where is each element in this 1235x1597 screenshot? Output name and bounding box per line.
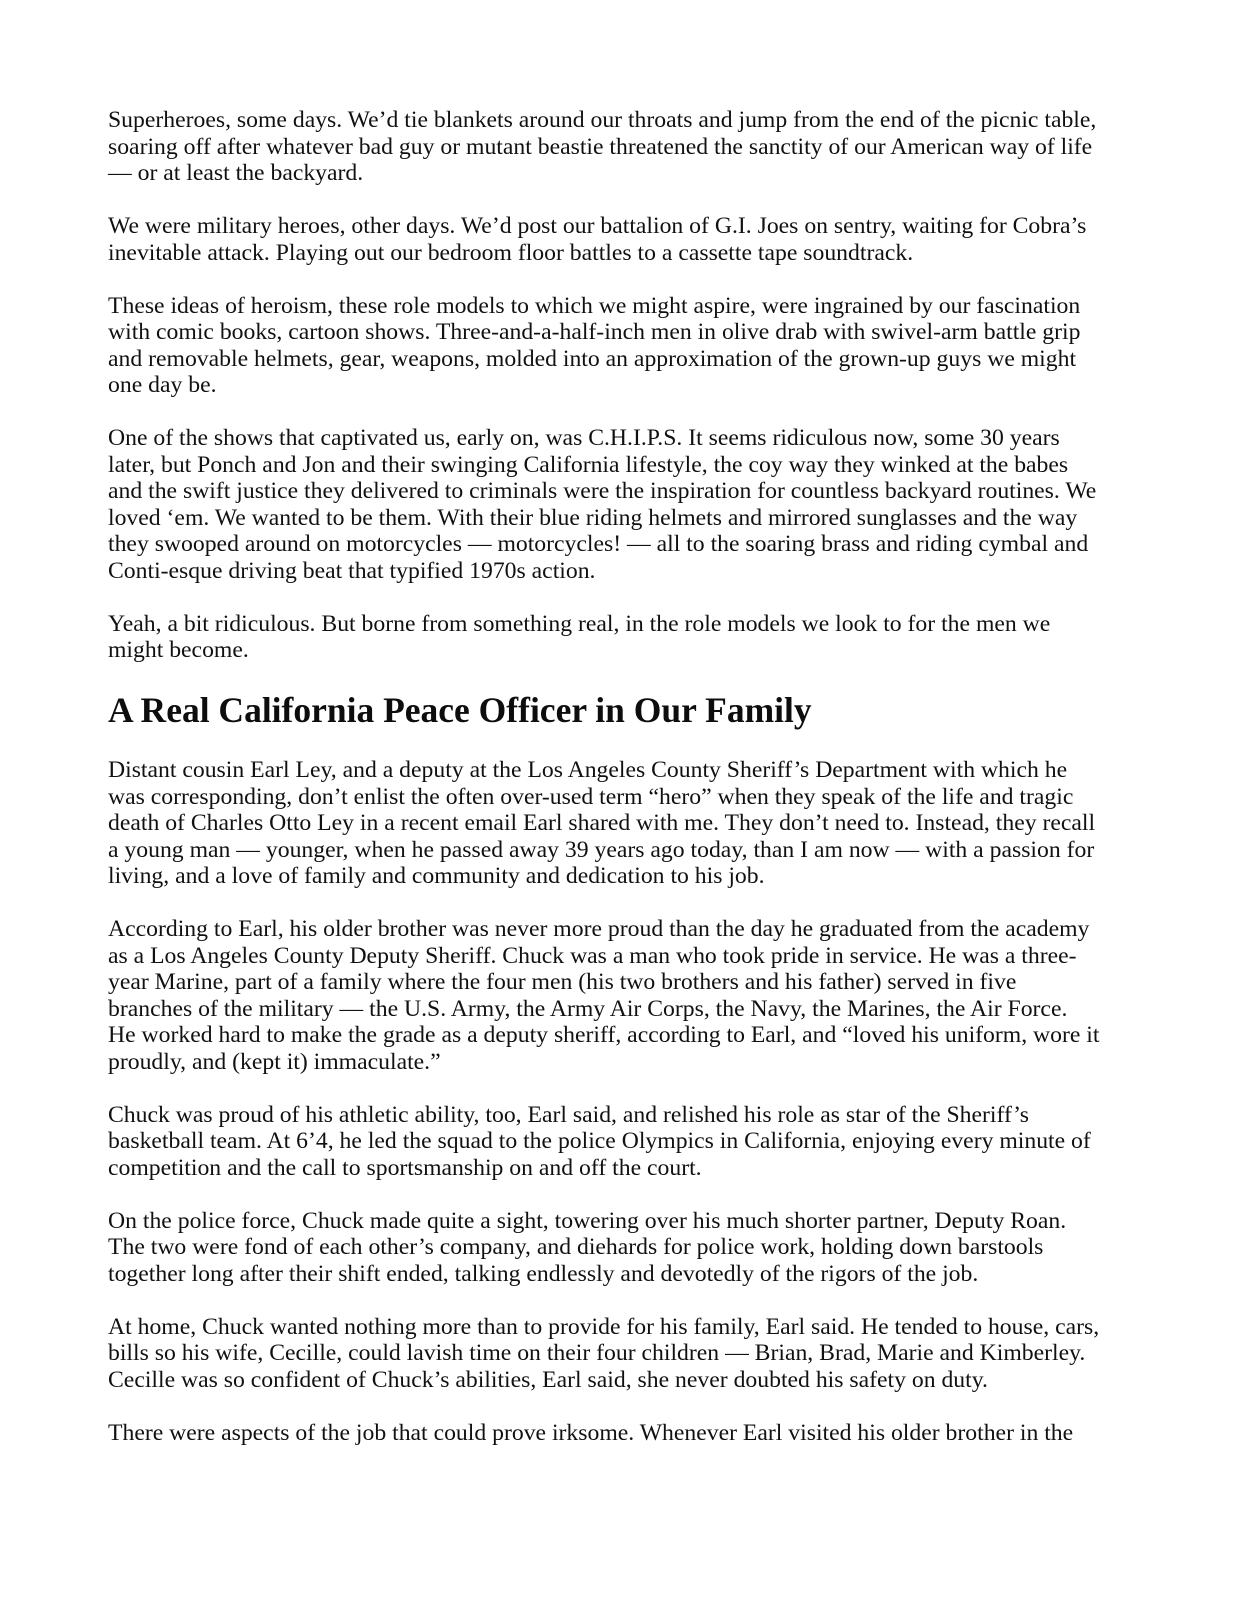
text-line: — or at least the backyard. [108, 160, 364, 186]
text-line: inevitable attack. Playing out our bedroom floor battles to a cassette tape soundtrack. [108, 239, 914, 266]
text-line: bills so his wife, Cecille, could lavish time on their four children — Brian, Brad, Marie and Kimberley. [108, 1340, 1086, 1366]
intro-text [108, 107, 1128, 690]
text-line: He worked hard to make the grade as a deputy sheriff, according to Earl, and “loved his uniform, wore it [108, 1022, 1100, 1048]
text-line: There were aspects of the job that could prove irksome. Whenever Earl visited his older brother in the [108, 1419, 1074, 1446]
text-line: One of the shows that captivated us, early on, was C.H.I.P.S. It seems ridiculous now, some 30 years [108, 425, 1060, 451]
text-line: was corresponding, don’t enlist the often over-used term “hero” when they speak of the life and tragic [108, 783, 1074, 810]
section-heading: A Real California Peace Officer in Our Family [108, 690, 812, 730]
text-line: The two were fond of each other’s company, and diehards for police work, holding down barstools [108, 1234, 1044, 1260]
text-line: At home, Chuck wanted nothing more than to provide for his family, Earl said. He tended to house, cars, [108, 1313, 1100, 1340]
paragraph [108, 1102, 1128, 1182]
text-line: might become. [108, 637, 249, 663]
text-line: death of Charles Otto Ley in a recent email Earl shared with me. They don’t need to. Instead, they recall [108, 810, 1096, 836]
paragraph [108, 611, 1128, 664]
paragraph [108, 425, 1128, 584]
text-line: loved ‘em. We wanted to be them. With their blue riding helmets and mirrored sunglasses and the way [108, 504, 1078, 531]
text-line: and the swift justice they delivered to criminals were the inspiration for countless backyard routines. We [108, 478, 1097, 504]
paragraph [108, 1420, 1128, 1447]
text-line: We were military heroes, other days. We’d post our battalion of G.I. Joes on sentry, waiting for Cobra’s [108, 213, 1087, 239]
text-line: year Marine, part of a family where the four men (his two brothers and his father) served in five [108, 969, 1017, 995]
text-line: Yeah, a bit ridiculous. But borne from something real, in the role models we look to for the men we [108, 610, 1051, 637]
text-line: as a Los Angeles County Deputy Sheriff. Chuck was a man who took pride in service. He was a three- [108, 942, 1077, 969]
text-line: and removable helmets, gear, weapons, molded into an approximation of the grown-up guys we might [108, 345, 1077, 372]
text-line: branches of the military — the U.S. Army, the Army Air Corps, the Navy, the Marines, the Air Force. [108, 995, 1068, 1022]
text-line: soaring off after whatever bad guy or mutant beastie threatened the sanctity of our American way of life [108, 133, 1093, 160]
paragraph [108, 293, 1128, 399]
text-line: living, and a love of family and community and dedication to his job. [108, 863, 765, 889]
text-line: Superheroes, some days. We’d tie blankets around our throats and jump from the end of the picnic table, [108, 107, 1097, 133]
text-line: According to Earl, his older brother was never more proud than the day he graduated from the academy [108, 916, 1090, 942]
paragraph [108, 916, 1128, 1075]
paragraph [108, 107, 1128, 187]
paragraph [108, 1208, 1128, 1288]
text-line: one day be. [108, 372, 217, 398]
text-line: together long after their shift ended, talking endlessly and devotedly of the rigors of the job. [108, 1260, 979, 1287]
text-line: they swooped around on motorcycles — motorcycles! — all to the soaring brass and riding cymbal and [108, 531, 1089, 557]
text-line: Distant cousin Earl Ley, and a deputy at the Los Angeles County Sheriff’s Department with which he [108, 757, 1068, 783]
text-line: Chuck was proud of his athletic ability, too, Earl said, and relished his role as star of the Sheriff’s [108, 1101, 1029, 1128]
paragraph [108, 757, 1128, 890]
text-line: On the police force, Chuck made quite a sight, towering over his much shorter partner, Deputy Roan. [108, 1207, 1067, 1234]
section-text [108, 757, 1128, 1473]
text-line: Cecille was so confident of Chuck’s abilities, Earl said, she never doubted his safety on duty. [108, 1366, 988, 1393]
paragraph [108, 213, 1128, 266]
text-line: basketball team. At 6’4, he led the squad to the police Olympics in California, enjoying every minute of [108, 1128, 1091, 1154]
text-line: Conti-esque driving beat that typified 1970s action. [108, 557, 596, 584]
text-line: competition and the call to sportsmanship on and off the court. [108, 1154, 702, 1181]
text-line: These ideas of heroism, these role models to which we might aspire, were ingrained by our fascination [108, 292, 1081, 319]
paragraph [108, 1314, 1128, 1394]
text-line: with comic books, cartoon shows. Three-and-a-half-inch men in olive drab with swivel-arm battle grip [108, 319, 1081, 345]
text-line: later, but Ponch and Jon and their swinging California lifestyle, the coy way they winked at the babes [108, 451, 1069, 478]
text-line: proudly, and (kept it) immaculate.” [108, 1048, 441, 1075]
text-line: a young man — younger, when he passed away 39 years ago today, than I am now — with a passion for [108, 836, 1095, 863]
